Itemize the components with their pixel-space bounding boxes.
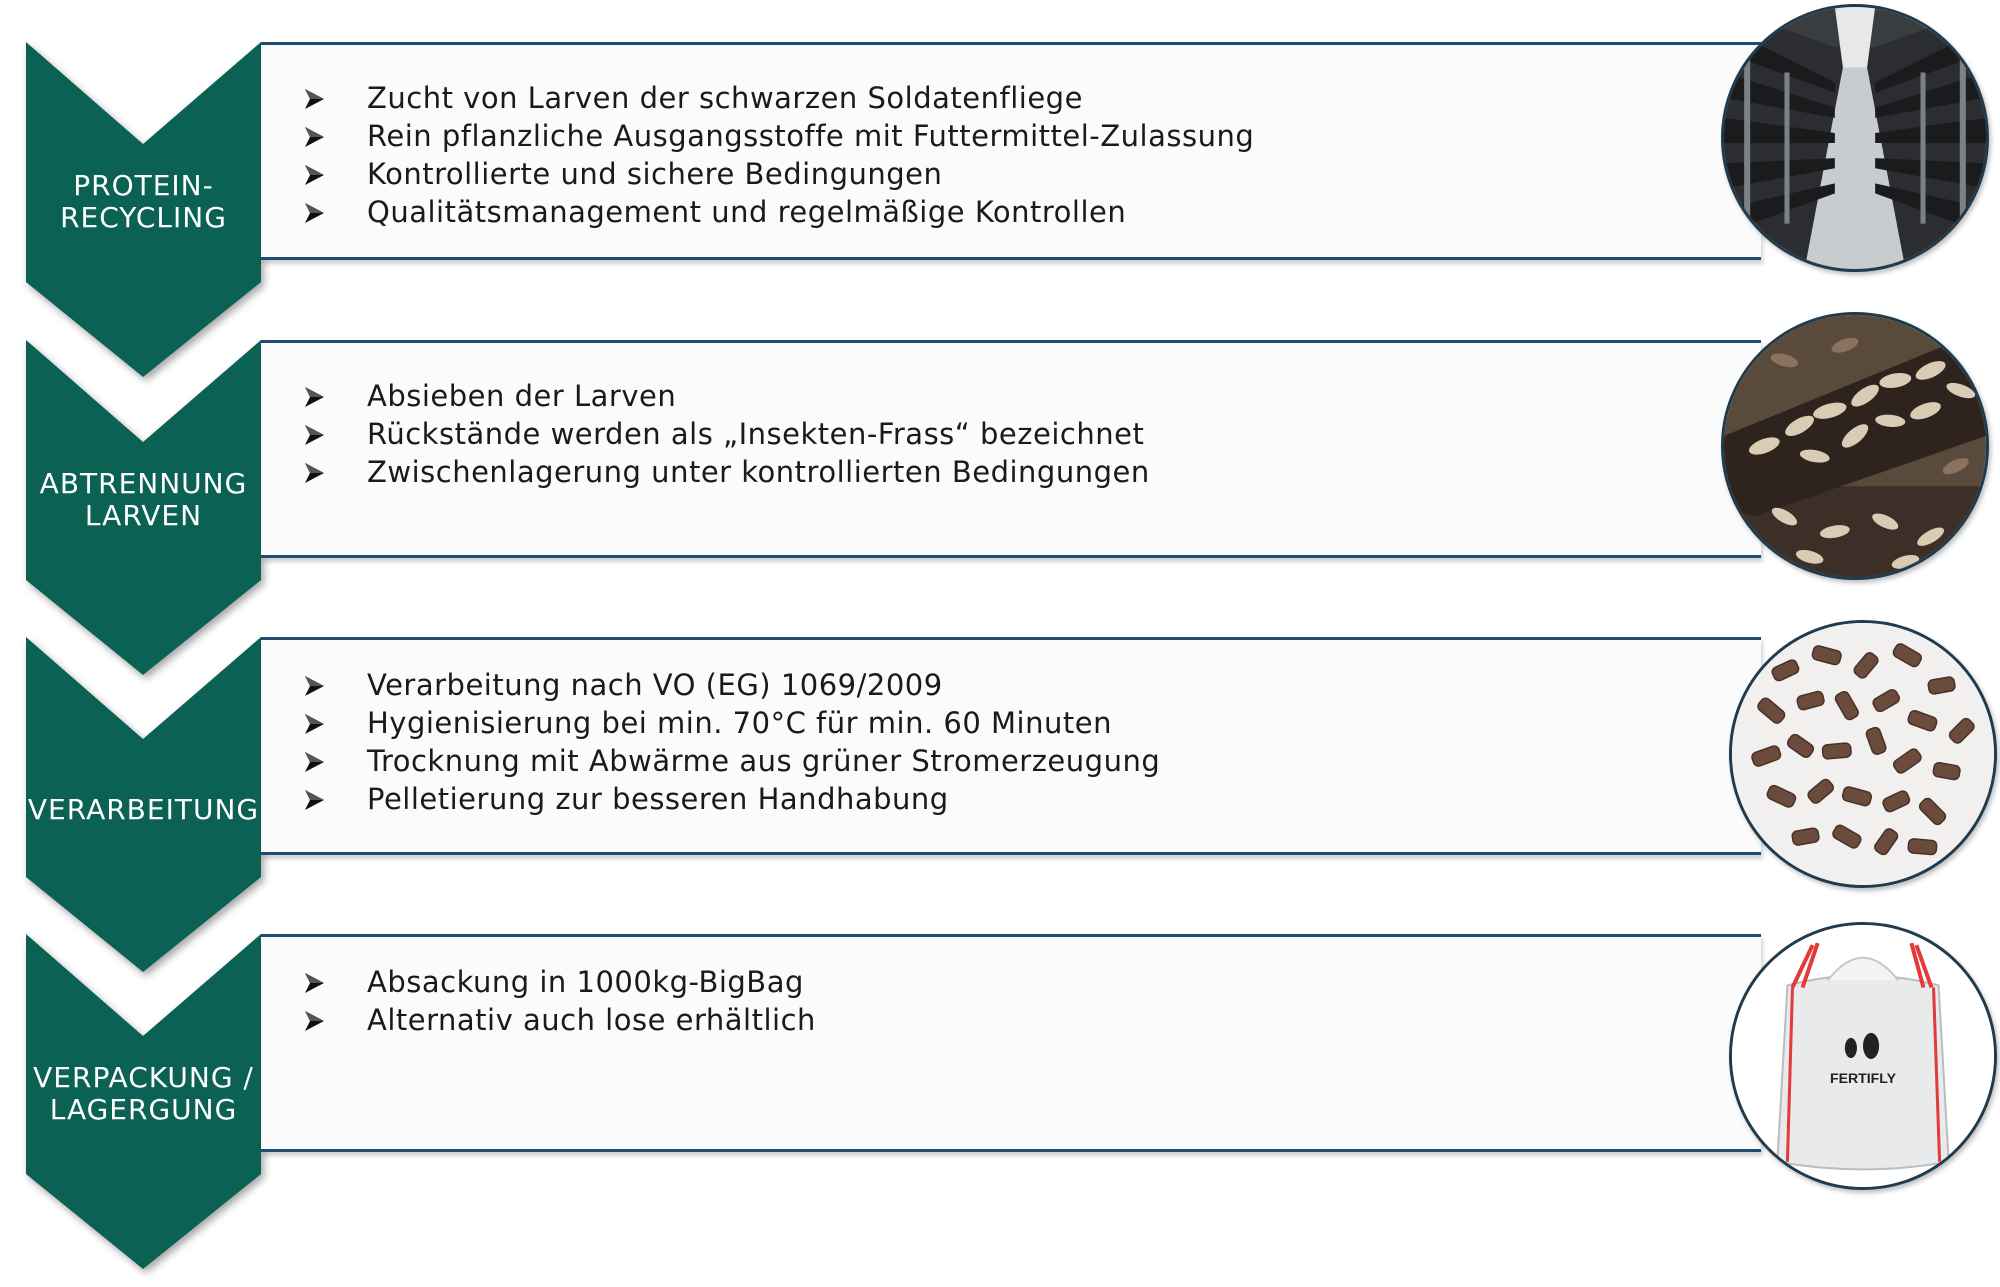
arrowhead-bullet-icon xyxy=(303,88,325,110)
bullet-item xyxy=(303,415,1150,453)
larvae-closeup-photo xyxy=(1721,312,1989,580)
step-description-panel xyxy=(261,637,1761,855)
step-description-panel xyxy=(261,340,1761,558)
arrowhead-bullet-icon xyxy=(303,164,325,186)
arrowhead-bullet-icon xyxy=(303,424,325,446)
bullet-item xyxy=(303,963,816,1001)
arrowhead-bullet-icon xyxy=(303,789,325,811)
bullet-list xyxy=(303,963,816,1039)
bigbag-brand-text: FERTIFLY xyxy=(1829,1070,1897,1087)
bullet-text: Pelletierung zur besseren Handhabung xyxy=(367,782,949,816)
bullet-item xyxy=(303,1001,816,1039)
bullet-item xyxy=(303,453,1150,491)
bullet-text: Verarbeitung nach VO (EG) 1069/2009 xyxy=(367,668,943,702)
step-chevron xyxy=(26,42,261,377)
arrowhead-bullet-icon xyxy=(303,675,325,697)
step-chevron xyxy=(26,934,261,1269)
bullet-text: Hygienisierung bei min. 70°C für min. 60 Minuten xyxy=(367,706,1112,740)
step-chevron xyxy=(26,637,261,972)
bullet-item xyxy=(303,79,1254,117)
arrowhead-bullet-icon xyxy=(303,202,325,224)
bullet-text: Trocknung mit Abwärme aus grüner Stromerzeugung xyxy=(367,744,1161,778)
arrowhead-bullet-icon xyxy=(303,751,325,773)
process-step-verpackung-lagerung xyxy=(0,934,2000,1234)
step-label: PROTEIN- RECYCLING xyxy=(60,169,227,234)
bullet-list xyxy=(303,79,1254,231)
bigbag-photo xyxy=(1729,922,1997,1190)
process-step-verarbeitung xyxy=(0,637,2000,937)
process-step-protein-recycling xyxy=(0,42,2000,342)
arrowhead-bullet-icon xyxy=(303,462,325,484)
bullet-list xyxy=(303,377,1150,491)
arrowhead-bullet-icon xyxy=(303,713,325,735)
bullet-text: Zucht von Larven der schwarzen Soldatenfliege xyxy=(367,81,1083,115)
bullet-list xyxy=(303,666,1160,818)
arrowhead-bullet-icon xyxy=(303,1010,325,1032)
step-description-panel xyxy=(261,42,1761,260)
bullet-text: Absackung in 1000kg-BigBag xyxy=(367,965,804,999)
bullet-item xyxy=(303,780,1160,818)
bullet-text: Zwischenlagerung unter kontrollierten Bedingungen xyxy=(367,455,1150,489)
bullet-item xyxy=(303,193,1254,231)
bullet-text: Kontrollierte und sichere Bedingungen xyxy=(367,157,943,191)
bullet-item xyxy=(303,155,1254,193)
step-chevron xyxy=(26,340,261,675)
step-label: VERARBEITUNG xyxy=(27,793,260,826)
bullet-text: Alternativ auch lose erhältlich xyxy=(367,1003,816,1037)
arrowhead-bullet-icon xyxy=(303,972,325,994)
step-description-panel xyxy=(261,934,1761,1152)
bullet-item xyxy=(303,117,1254,155)
bullet-item xyxy=(303,666,1160,704)
step-label: VERPACKUNG / LAGERGUNG xyxy=(33,1061,254,1126)
bullet-text: Rein pflanzliche Ausgangsstoffe mit Futtermittel-Zulassung xyxy=(367,119,1255,153)
bullet-text: Rückstände werden als „Insekten-Frass“ bezeichnet xyxy=(367,417,1145,451)
larvae-breeding-hall-photo xyxy=(1721,4,1989,272)
arrowhead-bullet-icon xyxy=(303,126,325,148)
bullet-item xyxy=(303,704,1160,742)
bullet-item xyxy=(303,377,1150,415)
bullet-text: Absieben der Larven xyxy=(367,379,677,413)
fertilizer-pellets-photo xyxy=(1729,620,1997,888)
arrowhead-bullet-icon xyxy=(303,386,325,408)
bullet-item xyxy=(303,742,1160,780)
process-step-abtrennung-larven xyxy=(0,340,2000,640)
step-label: ABTRENNUNG LARVEN xyxy=(39,467,248,532)
bullet-text: Qualitätsmanagement und regelmäßige Kontrollen xyxy=(367,195,1127,229)
